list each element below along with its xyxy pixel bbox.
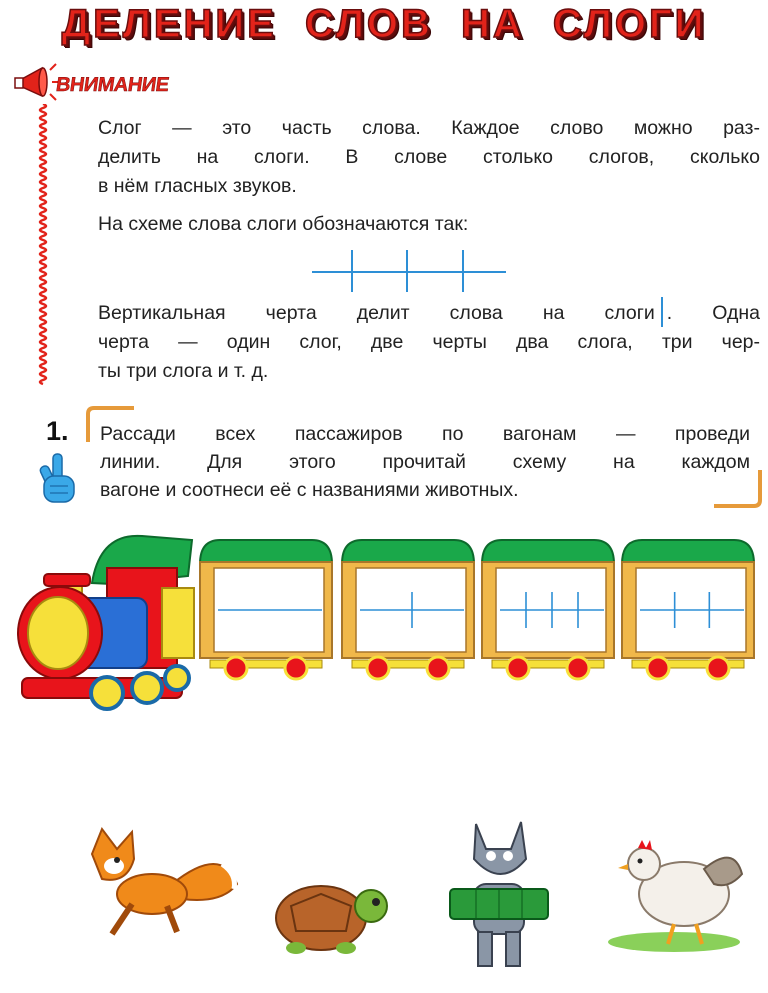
rule-line: в нём гласных звуков.: [98, 175, 297, 197]
rule-bar-explanation: [98, 297, 760, 386]
page-title: ДЕЛЕНИЕ СЛОВ НА СЛОГИ: [61, 2, 707, 46]
wagon: [200, 540, 332, 679]
wagon-wheel: [567, 657, 589, 679]
rule-line: ты три слога и т. д.: [98, 360, 269, 382]
wagon-wheel: [647, 657, 669, 679]
train-illustration: [12, 528, 762, 733]
bar-sentence-end: . Одна: [666, 302, 760, 324]
wagon: [342, 540, 474, 679]
decorative-cord: [36, 104, 50, 389]
task-number: 1.: [46, 416, 69, 446]
wagon: [622, 540, 754, 679]
wagon: [482, 540, 614, 679]
turtle-illustration: [266, 876, 396, 956]
pointing-hand-icon: [38, 452, 78, 510]
wagon-wheel: [707, 657, 729, 679]
wagon-roof: [482, 540, 614, 564]
rule-line: делить на слоги. В слове столько слогов, сколько: [98, 146, 760, 168]
task-line: Рассади всех пассажиров по вагонам — проведи: [100, 423, 750, 445]
fox-illustration: [72, 824, 242, 944]
bar-sentence-start: Вертикальная черта делит слова на слоги: [98, 302, 655, 324]
rule-line: [98, 297, 760, 328]
task-text: [100, 420, 750, 504]
syllable-scheme-example: [310, 248, 510, 294]
rule-line: Слог — это часть слова. Каждое слово можно раз-: [98, 117, 760, 139]
locomotive: [18, 536, 194, 709]
task-line: линии. Для этого прочитай схему на каждом: [100, 451, 750, 473]
attention-badge: [12, 60, 182, 110]
wagon-wheel: [427, 657, 449, 679]
wagon-wheel: [367, 657, 389, 679]
scheme-intro: На схеме слова слоги обозначаются так:: [98, 213, 469, 235]
chicken-illustration: [604, 834, 744, 954]
wagon-wheel: [507, 657, 529, 679]
rule-definition: [98, 114, 760, 201]
wagon-roof: [342, 540, 474, 564]
vertical-bar-sample: [661, 297, 663, 327]
wagon-roof: [622, 540, 754, 564]
wagon-wheel: [285, 657, 307, 679]
task-line: вагоне и соотнеси её с названиями животных.: [100, 479, 519, 501]
wagon-roof: [200, 540, 332, 564]
wolf-illustration: [436, 814, 556, 974]
wagons-group: [200, 540, 754, 679]
rule-line: черта — один слог, две черты два слога, три чер-: [98, 331, 760, 353]
attention-label: ВНИМАНИЕ: [54, 74, 171, 96]
wagon-wheel: [225, 657, 247, 679]
